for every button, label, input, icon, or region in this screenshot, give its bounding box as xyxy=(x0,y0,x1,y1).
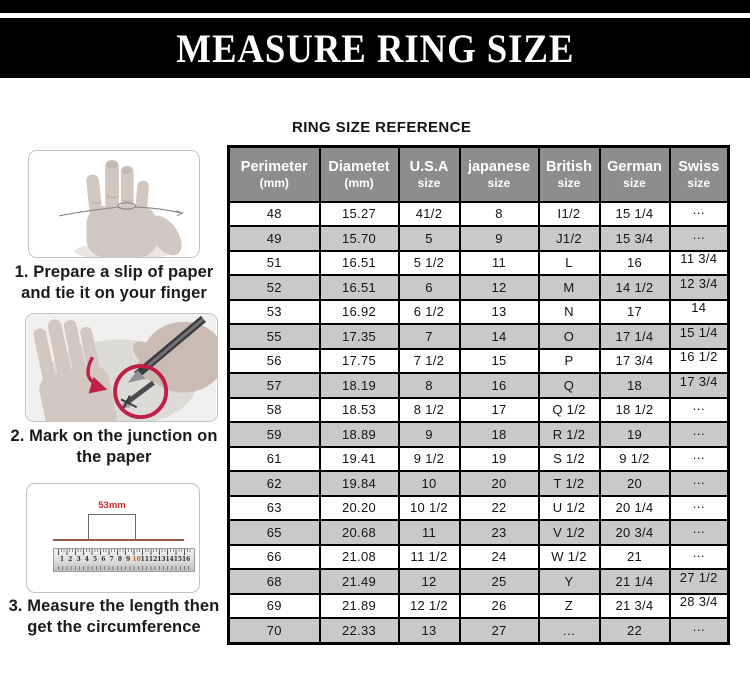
ruler-number: 6 xyxy=(101,556,106,563)
cell: 11 3/4 xyxy=(670,251,729,276)
cell: 22 xyxy=(600,618,670,644)
table-row xyxy=(229,226,729,251)
cell: 13 xyxy=(399,618,460,644)
cell: … xyxy=(670,545,729,570)
cell: S 1/2 xyxy=(539,447,600,472)
cell: 17 1/4 xyxy=(600,324,670,349)
table-row xyxy=(229,398,729,423)
cell: 9 1/2 xyxy=(600,447,670,472)
ruler-number: 3 xyxy=(76,556,81,563)
cell: 18.89 xyxy=(320,422,399,447)
cell: 17 3/4 xyxy=(600,349,670,374)
cell: 57 xyxy=(229,373,320,398)
table-row xyxy=(229,300,729,325)
cell: Z xyxy=(539,594,600,619)
step3-caption: 3. Measure the length then get the circumference xyxy=(8,597,220,636)
ruler-minor-ticks xyxy=(58,549,192,552)
cell: 18 xyxy=(600,373,670,398)
cell: 5 xyxy=(399,226,460,251)
cell: 21 xyxy=(600,545,670,570)
ruler-bottom-ticks xyxy=(58,566,192,570)
cell: 28 3/4 xyxy=(670,594,729,619)
ruler-number: 2 xyxy=(68,556,73,563)
paper-strip-line xyxy=(53,539,184,541)
column-header-diametet: Diametet (mm) xyxy=(320,147,399,202)
cell: 21.89 xyxy=(320,594,399,619)
cell: 18 xyxy=(460,422,539,447)
title-banner xyxy=(0,18,750,78)
cell: 17 xyxy=(460,398,539,423)
cell: O xyxy=(539,324,600,349)
cell: 21 1/4 xyxy=(600,569,670,594)
step1-caption: 1. Prepare a slip of paper and tie it on your finger xyxy=(14,263,214,302)
cell: 18.19 xyxy=(320,373,399,398)
ruler-number: 1 xyxy=(59,556,65,563)
ruler-number: 11 xyxy=(140,556,150,563)
cell: 27 1/2 xyxy=(670,569,729,594)
column-header-british: British size xyxy=(539,147,600,202)
cell: 11 1/2 xyxy=(399,545,460,570)
cell: 21.49 xyxy=(320,569,399,594)
table-row xyxy=(229,324,729,349)
cell: 16 1/2 xyxy=(670,349,729,374)
cell: 19.41 xyxy=(320,447,399,472)
ruler-number: 12 xyxy=(148,556,158,563)
cell: 16.51 xyxy=(320,251,399,276)
cell: 12 3/4 xyxy=(670,275,729,300)
cell: 10 1/2 xyxy=(399,496,460,521)
header-row xyxy=(229,147,729,202)
cell: W 1/2 xyxy=(539,545,600,570)
table-row xyxy=(229,545,729,570)
cell: 17.35 xyxy=(320,324,399,349)
cell: L xyxy=(539,251,600,276)
column-header-usa: U.S.A size xyxy=(399,147,460,202)
cell: 11 xyxy=(399,520,460,545)
cell: 14 xyxy=(460,324,539,349)
cell: 18.53 xyxy=(320,398,399,423)
ruler-number: 5 xyxy=(92,556,98,563)
cell: 20.68 xyxy=(320,520,399,545)
cell: 62 xyxy=(229,471,320,496)
cell: 6 1/2 xyxy=(399,300,460,325)
table-row xyxy=(229,251,729,276)
top-black-strip xyxy=(0,0,750,13)
page-title: MEASURE RING SIZE xyxy=(175,25,575,71)
cell: 23 xyxy=(460,520,539,545)
cell: 16 xyxy=(600,251,670,276)
cell: 53 xyxy=(229,300,320,325)
cell: 22.33 xyxy=(320,618,399,644)
cell: T 1/2 xyxy=(539,471,600,496)
cell: 8 1/2 xyxy=(399,398,460,423)
cell: 9 1/2 xyxy=(399,447,460,472)
cell: 20 xyxy=(600,471,670,496)
table-body xyxy=(229,202,729,644)
cell: 70 xyxy=(229,618,320,644)
cell: 17.75 xyxy=(320,349,399,374)
measured-length-label: 53mm xyxy=(98,500,126,511)
cell: 14 xyxy=(670,300,729,325)
cell: 11 xyxy=(460,251,539,276)
cell: 8 xyxy=(460,202,539,227)
cell: N xyxy=(539,300,600,325)
column-header-japanese: japanese size xyxy=(460,147,539,202)
cell: … xyxy=(670,520,729,545)
ruler-number: 10 xyxy=(132,556,141,563)
cell: 15.27 xyxy=(320,202,399,227)
table-row xyxy=(229,594,729,619)
cell: 24 xyxy=(460,545,539,570)
table-title: RING SIZE REFERENCE xyxy=(292,119,472,136)
cell: 16.92 xyxy=(320,300,399,325)
cell: 20 1/4 xyxy=(600,496,670,521)
table-header xyxy=(229,147,729,202)
ruler-numbers xyxy=(56,556,192,563)
cell: 9 xyxy=(399,422,460,447)
cell: 52 xyxy=(229,275,320,300)
cell: … xyxy=(670,422,729,447)
cell: 69 xyxy=(229,594,320,619)
cell: … xyxy=(670,447,729,472)
cell: 58 xyxy=(229,398,320,423)
cell: R 1/2 xyxy=(539,422,600,447)
ruler-number: 8 xyxy=(117,556,122,563)
cell: 65 xyxy=(229,520,320,545)
cell: 19 xyxy=(600,422,670,447)
step2-caption: 2. Mark on the junction on the paper xyxy=(10,427,218,466)
step3-photo xyxy=(26,483,200,593)
hand-with-string-icon xyxy=(29,151,199,257)
cell: P xyxy=(539,349,600,374)
cell: 8 xyxy=(399,373,460,398)
table-row xyxy=(229,275,729,300)
cell: 17 xyxy=(600,300,670,325)
cell: … xyxy=(670,496,729,521)
cell: 66 xyxy=(229,545,320,570)
step1-photo xyxy=(28,150,200,258)
cell: Q 1/2 xyxy=(539,398,600,423)
cell: 49 xyxy=(229,226,320,251)
column-header-perimeter: Perimeter (mm) xyxy=(229,147,320,202)
table-row xyxy=(229,202,729,227)
ruler-number: 9 xyxy=(126,556,131,563)
table-row xyxy=(229,447,729,472)
cell: 7 xyxy=(399,324,460,349)
cell: 19 xyxy=(460,447,539,472)
cell: 63 xyxy=(229,496,320,521)
ruler-number: 4 xyxy=(84,556,89,563)
column-header-swiss: Swiss size xyxy=(670,147,729,202)
table-row xyxy=(229,618,729,644)
cell: 16.51 xyxy=(320,275,399,300)
cell: 22 xyxy=(460,496,539,521)
cell: 56 xyxy=(229,349,320,374)
cell: … xyxy=(670,226,729,251)
table-row xyxy=(229,349,729,374)
table-row xyxy=(229,496,729,521)
cell: 21 3/4 xyxy=(600,594,670,619)
cell: 14 1/2 xyxy=(600,275,670,300)
cell: 12 xyxy=(460,275,539,300)
cell: 15 1/4 xyxy=(600,202,670,227)
cell: 7 1/2 xyxy=(399,349,460,374)
cell: V 1/2 xyxy=(539,520,600,545)
cell: 20 3/4 xyxy=(600,520,670,545)
cell: 59 xyxy=(229,422,320,447)
cell: Y xyxy=(539,569,600,594)
step2-photo xyxy=(25,313,218,422)
cell: 21.08 xyxy=(320,545,399,570)
cell: 15 1/4 xyxy=(670,324,729,349)
cell: Q xyxy=(539,373,600,398)
cell: 6 xyxy=(399,275,460,300)
measure-bracket xyxy=(88,514,136,540)
table-row xyxy=(229,471,729,496)
cell: 20.20 xyxy=(320,496,399,521)
cell: 13 xyxy=(460,300,539,325)
cell: … xyxy=(670,471,729,496)
table-row xyxy=(229,569,729,594)
cell: 19.84 xyxy=(320,471,399,496)
cell: … xyxy=(670,398,729,423)
cell: 12 xyxy=(399,569,460,594)
cell: … xyxy=(539,618,600,644)
cell: 15 xyxy=(460,349,539,374)
cell: 16 xyxy=(460,373,539,398)
cell: U 1/2 xyxy=(539,496,600,521)
cell: 61 xyxy=(229,447,320,472)
cell: 15.70 xyxy=(320,226,399,251)
table-row xyxy=(229,373,729,398)
cell: 9 xyxy=(460,226,539,251)
column-header-german: German size xyxy=(600,147,670,202)
cell: 5 1/2 xyxy=(399,251,460,276)
cell: 25 xyxy=(460,569,539,594)
cell: 27 xyxy=(460,618,539,644)
table-row xyxy=(229,422,729,447)
cell: 55 xyxy=(229,324,320,349)
cell: 10 xyxy=(399,471,460,496)
pen-marking-hand-icon xyxy=(26,314,217,421)
ruler-number: 13 xyxy=(157,556,166,563)
cell: 68 xyxy=(229,569,320,594)
ruler-number: 16 xyxy=(181,556,191,563)
cell: 48 xyxy=(229,202,320,227)
cell: … xyxy=(670,202,729,227)
cell: 12 1/2 xyxy=(399,594,460,619)
cell: 26 xyxy=(460,594,539,619)
ring-size-table xyxy=(227,145,730,645)
cell: 17 3/4 xyxy=(670,373,729,398)
cell: 20 xyxy=(460,471,539,496)
ruler-number: 7 xyxy=(109,556,114,563)
ruler-number: 14 xyxy=(165,556,174,563)
cell: J1/2 xyxy=(539,226,600,251)
cell: M xyxy=(539,275,600,300)
cell: 18 1/2 xyxy=(600,398,670,423)
cell: I1/2 xyxy=(539,202,600,227)
ruler-icon xyxy=(53,548,195,572)
cell: 41/2 xyxy=(399,202,460,227)
ruler-number: 15 xyxy=(173,556,183,563)
table-row xyxy=(229,520,729,545)
cell: … xyxy=(670,618,729,644)
cell: 51 xyxy=(229,251,320,276)
cell: 15 3/4 xyxy=(600,226,670,251)
